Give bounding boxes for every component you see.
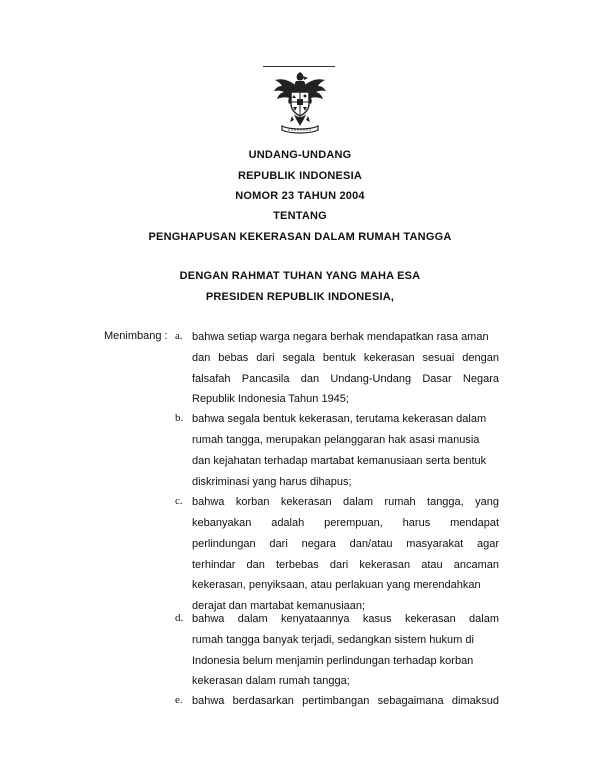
clause-line: bahwa segala bentuk kekerasan, terutama kekerasan dalam — [192, 413, 487, 425]
law-type-title: UNDANG-UNDANG — [248, 149, 352, 161]
blessing-line: DENGAN RAHMAT TUHAN YANG MAHA ESA — [179, 270, 421, 282]
law-subject-title: PENGHAPUSAN KEKERASAN DALAM RUMAH TANGGA — [148, 231, 452, 243]
clause-letter: c. — [175, 495, 183, 507]
law-number-title: NOMOR 23 TAHUN 2004 — [235, 190, 365, 202]
clause-line: terhindar dan terbebas dari kekerasan atau ancaman — [192, 559, 499, 571]
clause-line: bahwa berdasarkan pertimbangan sebagaimana dimaksud — [192, 695, 499, 707]
clause-line: rumah tangga, merupakan pelanggaran hak asasi manusia — [192, 434, 480, 446]
clause-line: Indonesia belum menjamin perlindungan terhadap korban — [192, 655, 474, 667]
clause-line: dan bebas dari segala bentuk kekerasan sesuai dengan — [192, 352, 499, 364]
top-rule — [263, 66, 335, 67]
clause-line: derajat dan martabat kemanusiaan; — [192, 600, 366, 612]
clause-line: rumah tangga banyak terjadi, sedangkan sistem hukum di — [192, 634, 474, 646]
clause-line: bahwa setiap warga negara berhak mendapatkan rasa aman — [192, 331, 489, 343]
clause-line: kebanyakan adalah perempuan, harus mendapat — [192, 517, 499, 529]
president-line: PRESIDEN REPUBLIK INDONESIA, — [205, 291, 395, 303]
clause-letter: a. — [175, 330, 183, 342]
clause-line: bahwa dalam kenyataannya kasus kekerasan dalam — [192, 613, 499, 625]
considering-label: Menimbang : — [104, 330, 168, 342]
clause-line: perlindungan dari negara dan/atau masyarakat agar — [192, 538, 499, 550]
country-title: REPUBLIK INDONESIA — [238, 170, 362, 182]
clause-line: Republik Indonesia Tahun 1945; — [192, 393, 349, 405]
clause-letter: b. — [175, 412, 184, 424]
clause-line: dan kejahatan terhadap martabat kemanusiaan serta bentuk — [192, 455, 487, 467]
clause-letter: e. — [175, 694, 183, 706]
garuda-emblem-icon — [272, 70, 328, 134]
clause-line: falsafah Pancasila dan Undang-Undang Dasar Negara — [192, 373, 499, 385]
clause-line: kekerasan, penyiksaan, atau perlakuan yang merendahkan — [192, 579, 481, 591]
clause-letter: d. — [175, 612, 184, 624]
clause-line: diskriminasi yang harus dihapus; — [192, 476, 352, 488]
about-label: TENTANG — [273, 210, 327, 222]
clause-line: kekerasan dalam rumah tangga; — [192, 675, 350, 687]
clause-line: bahwa korban kekerasan dalam rumah tangga, yang — [192, 496, 499, 508]
